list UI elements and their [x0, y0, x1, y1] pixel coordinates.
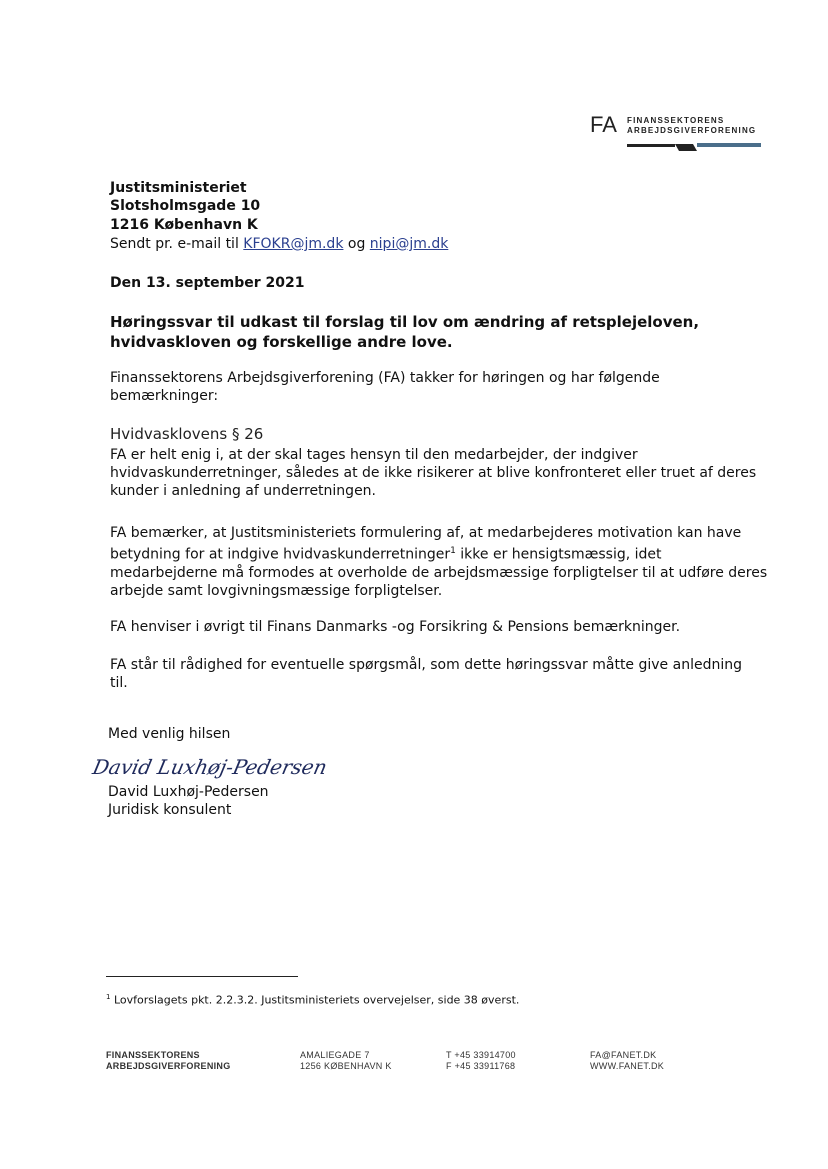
subject-line-1: Høringssvar til udkast til forslag til lov om ændring af retsplejeloven, — [110, 313, 700, 331]
recipient-name: Justitsministeriet — [110, 180, 247, 196]
footnote-text: Lovforslagets pkt. 2.2.3.2. Justitsministeriets overvejelser, side 38 øverst. — [110, 993, 520, 1007]
footnote-mark: 1 — [106, 993, 111, 1001]
paragraph-1 — [110, 446, 756, 500]
svg-text:David Luxhøj-Pedersen: David Luxhøj-Pedersen — [90, 755, 330, 779]
footer-organisation — [106, 1050, 231, 1072]
footer-website[interactable]: WWW.FANET.DK — [590, 1061, 665, 1071]
email-link-nipi[interactable]: nipi@jm.dk — [369, 236, 449, 252]
p2-line-3: medarbejderne må formodes at overholde de arbejdsmæssige forpligtelser til at udføre deres — [110, 564, 768, 581]
footnote-reference: 1 — [450, 546, 456, 556]
p2-line-2 — [110, 542, 767, 564]
recipient-city: 1216 København K — [110, 217, 258, 233]
p2-line-2-start: betydning for at indgive hvidvaskunderretninger — [110, 546, 451, 563]
letter-date: Den 13. september 2021 — [110, 275, 305, 291]
footnote — [106, 990, 519, 1008]
paragraph-3: FA henviser i øvrigt til Finans Danmarks -og Forsikring & Pensions bemærkninger. — [110, 619, 681, 635]
p1-line-3: kunder i anledning af underretningen. — [110, 483, 377, 499]
email-link-kfokr[interactable]: KFOKR@jm.dk — [243, 236, 344, 252]
footer-fax: F +45 33911768 — [446, 1061, 516, 1071]
p4-line-2: til. — [110, 675, 128, 691]
footer-phone: T +45 33914700 — [446, 1050, 516, 1060]
recipient-street: Slotsholmsgade 10 — [110, 198, 261, 214]
p2-line-4: arbejde samt lovgivningsmæssige forpligtelser. — [110, 582, 443, 599]
p4-line-1: FA står til rådighed for eventuelle spørgsmål, som dette høringssvar måtte give anledning — [110, 657, 742, 673]
signer-name: David Luxhøj-Pedersen — [108, 784, 269, 800]
intro-line-1: Finanssektorens Arbejdsgiverforening (FA) takker for høringen og har følgende — [110, 370, 660, 386]
footer-email[interactable]: FA@FANET.DK — [590, 1050, 657, 1060]
closing-greeting: Med venlig hilsen — [108, 726, 231, 742]
footer-address-city: 1256 KØBENHAVN K — [300, 1061, 392, 1071]
footer-phone-block — [446, 1050, 516, 1072]
footer-address-street: AMALIEGADE 7 — [300, 1050, 370, 1060]
intro-line-2: bemærkninger: — [110, 388, 219, 404]
p2-line-1: FA bemærker, at Justitsministeriets formulering af, at medarbejderes motivation kan have — [110, 525, 742, 541]
logo-name — [627, 116, 756, 136]
logo-name-line2: ARBEJDSGIVERFORENING — [627, 126, 757, 135]
logo-stripe-graphic — [627, 140, 762, 154]
p1-line-1: FA er helt enig i, at der skal tages hensyn til den medarbejder, der indgiver — [110, 447, 638, 463]
signer-title: Juridisk konsulent — [108, 802, 232, 818]
p1-line-2: hvidvaskunderretninger, således at de ikke risikerer at blive konfronteret eller truet af deres — [110, 465, 757, 481]
footnote-divider — [106, 976, 298, 977]
footer-contact — [590, 1050, 664, 1072]
subject — [110, 312, 699, 352]
section-heading: Hvidvasklovens § 26 — [110, 425, 264, 443]
footer-org-line-2: ARBEJDSGIVERFORENING — [106, 1061, 231, 1071]
sent-by-email-line — [110, 235, 448, 253]
handwritten-signature — [90, 744, 330, 784]
subject-line-2: hvidvaskloven og forskellige andre love. — [110, 333, 453, 351]
footer-org-line-1: FINANSSEKTORENS — [106, 1050, 200, 1060]
logo-name-line1: FINANSSEKTORENS — [627, 116, 725, 125]
paragraph-4 — [110, 656, 742, 692]
footer-address — [300, 1050, 392, 1072]
paragraph-2 — [110, 524, 767, 600]
sent-prefix: Sendt pr. e-mail til — [110, 236, 244, 252]
intro-paragraph — [110, 369, 660, 405]
logo-abbreviation: FA — [590, 112, 617, 137]
email-joiner: og — [343, 236, 370, 252]
p2-line-2-end: ikke er hensigtsmæssig, idet — [455, 546, 662, 563]
